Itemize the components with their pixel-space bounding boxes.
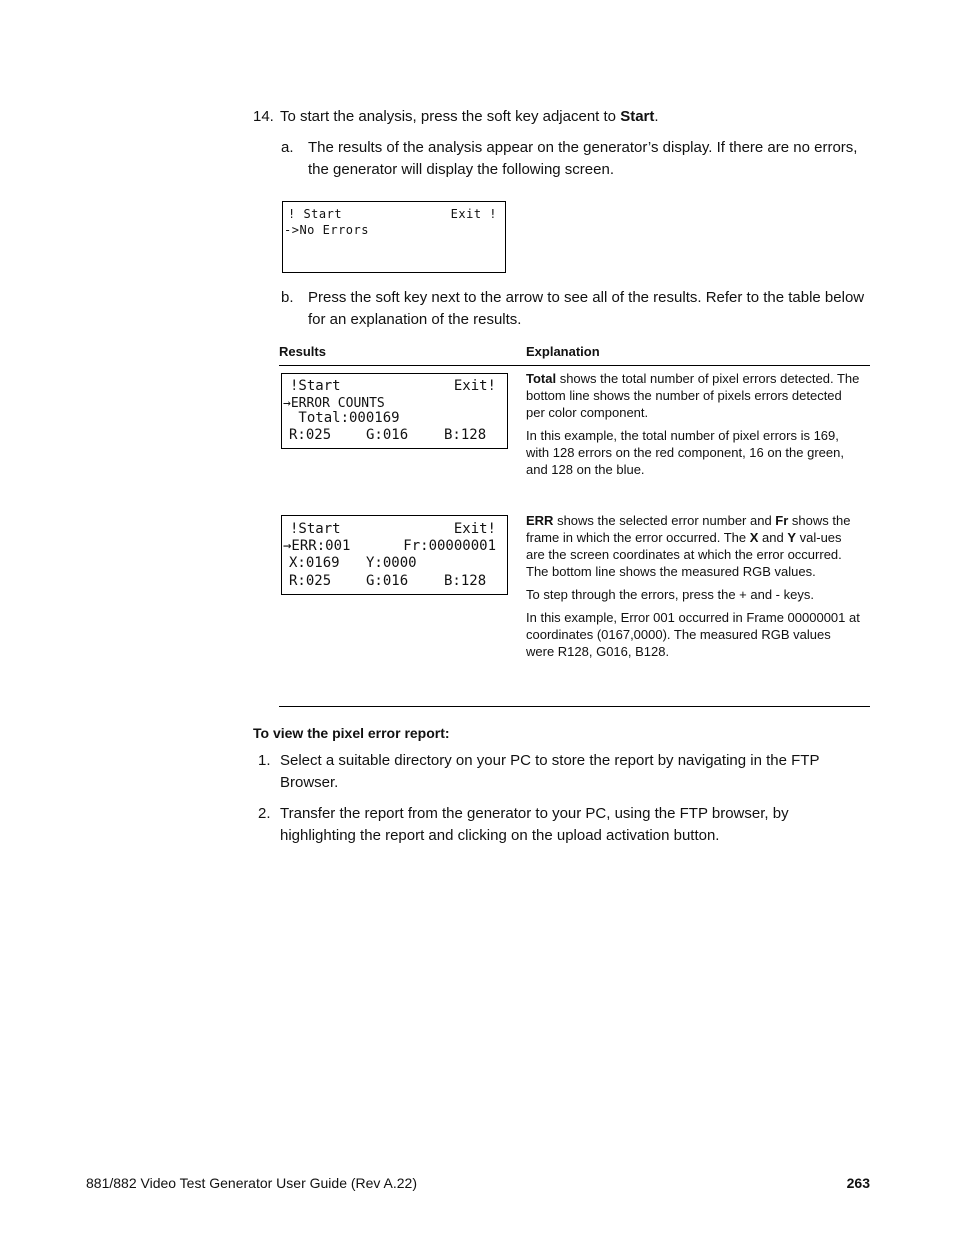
report-step2-line1: Transfer the report from the generator to your PC, using the FTP browser, by (280, 805, 789, 822)
row2-err-keyword: ERR (526, 513, 554, 528)
row2-explanation-para2: To step through the errors, press the + and - keys. (526, 587, 814, 602)
row1-explanation (526, 370, 862, 484)
row2-x-keyword: X (749, 530, 759, 545)
screen1-no-errors-line: ->No Errors (284, 223, 369, 237)
row2-para1-text3: and (758, 530, 788, 545)
substep-b-line1: Press the soft key next to the arrow to see all of the results. Refer to the table below (308, 289, 865, 306)
substep-b-label: b. (281, 289, 294, 306)
screen1-exit-label: Exit ! (450, 207, 497, 221)
table-header-explanation: Explanation (526, 344, 600, 359)
table-header-rule (279, 365, 870, 366)
row1-total-keyword: Total (526, 371, 557, 386)
screen2-red-value: R:025 (289, 427, 332, 443)
table-bottom-rule (279, 706, 870, 707)
screen3-error-number: →ERR:001 (283, 538, 351, 554)
report-step2-line2: highlighting the report and clicking on the upload activation button. (280, 827, 720, 844)
substep-a-line2: the generator will display the following screen. (308, 161, 614, 178)
screen2-total-line: Total:000169 (290, 410, 400, 426)
generator-screen-error-counts (281, 373, 508, 449)
step-14-text (280, 106, 659, 128)
screen3-red-value: R:025 (289, 573, 332, 589)
row1-explanation-para2: In this example, the total number of pixel errors is 169, with 128 errors on the red component, 16 on the green, and 128 on the blue. (526, 428, 844, 477)
step-14-number: 14. (253, 108, 274, 125)
row2-para1-text1: shows the selected error number and (553, 513, 776, 528)
footer-title: 881/882 Video Test Generator User Guide (Rev A.22) (86, 1175, 418, 1191)
substep-b-line2: for an explanation of the results. (308, 311, 522, 328)
generator-screen-error-detail (281, 515, 508, 595)
screen2-blue-value: B:128 (444, 427, 487, 443)
footer-page-number: 263 (846, 1175, 870, 1191)
row2-explanation-para1 (526, 512, 862, 580)
screen3-y-coordinate: Y:0000 (366, 555, 417, 571)
row2-explanation-para3: In this example, Error 001 occurred in Frame 00000001 at coordinates (0167,0000). The measured RGB values were R128, G016, B128. (526, 610, 860, 659)
screen3-x-coordinate: X:0169 (289, 555, 340, 571)
screen2-error-counts-line: →ERROR COUNTS (283, 396, 385, 411)
generator-screen-no-errors (282, 201, 506, 273)
substep-a-line1: The results of the analysis appear on the generator’s display. If there are no errors, (308, 139, 858, 156)
substep-a-label: a. (281, 139, 294, 156)
table-header-results: Results (279, 344, 326, 359)
report-step2-number: 2. (258, 805, 271, 822)
screen3-exit-label: Exit! (453, 521, 496, 537)
row2-y-keyword: Y (787, 530, 797, 545)
row2-para1-text2: shows the frame in which the error occurred. The (526, 513, 851, 545)
screen3-start-label: !Start (290, 521, 341, 537)
row2-explanation (526, 512, 862, 666)
row2-fr-keyword: Fr (775, 513, 789, 528)
screen1-start-label: ! Start (288, 207, 343, 221)
screen2-start-label: !Start (290, 378, 341, 394)
step-14-period: . (654, 108, 659, 125)
screen3-blue-value: B:128 (444, 573, 487, 589)
report-heading: To view the pixel error report: (253, 725, 450, 741)
screen2-green-value: G:016 (366, 427, 409, 443)
report-step1-line2: Browser. (280, 774, 339, 791)
step-14-start-keyword: Start (620, 108, 655, 125)
row1-explanation-para1 (526, 370, 862, 421)
report-step1-line1: Select a suitable directory on your PC to store the report by navigating in the FTP (280, 752, 820, 769)
step-14-body: To start the analysis, press the soft key adjacent to (280, 108, 621, 125)
row1-para1-text: shows the total number of pixel errors detected. The bottom line shows the number of pixels errors detected per color component. (526, 371, 860, 420)
row2-para1-text4: val-ues are the screen coordinates at which the error occurred. The bottom line shows the measured RGB values. (526, 530, 842, 579)
screen3-green-value: G:016 (366, 573, 409, 589)
screen3-frame-number: Fr:00000001 (403, 538, 496, 554)
report-step1-number: 1. (258, 752, 271, 769)
screen2-exit-label: Exit! (453, 378, 496, 394)
